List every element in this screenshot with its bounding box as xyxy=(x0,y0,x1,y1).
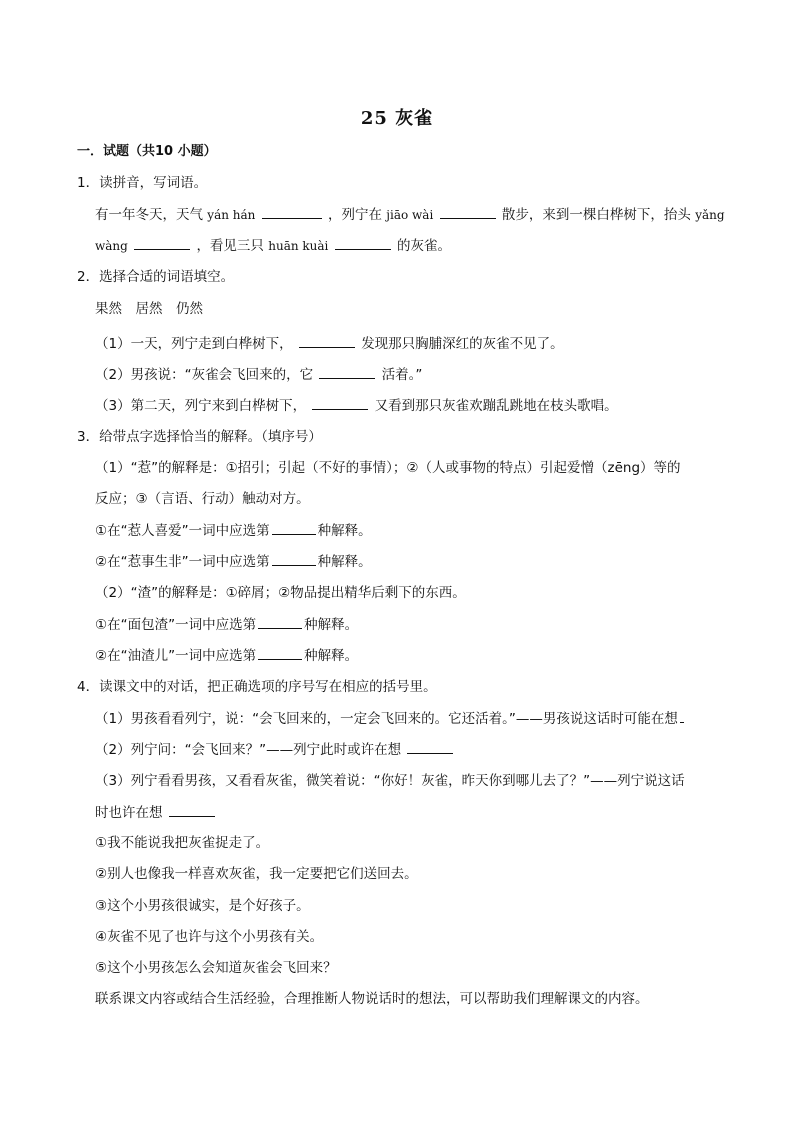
q4-text: 时也许在想 xyxy=(95,805,163,821)
q1-text: ，列宁在 xyxy=(327,207,382,223)
q1-pinyin: jiāo wài xyxy=(386,208,434,222)
q4-note: 联系课文内容或结合生活经验，合理推断人物说话时的想法，可以帮助我们理解课文的内容。 xyxy=(95,991,649,1007)
q4-sentence-3-line-1: （3）列宁看看男孩，又看看灰雀，微笑着说：“你好！灰雀，昨天你到哪儿去了？”——列宁说这话 xyxy=(95,773,685,789)
q3-part1-item-1 xyxy=(95,520,372,540)
q2-sentence-2 xyxy=(95,364,422,384)
q3-answer-blank-4[interactable] xyxy=(258,645,302,660)
q4-sentence-2 xyxy=(95,739,455,759)
q4-option-5: ⑤这个小男孩怎么会知道灰雀会飞回来？ xyxy=(95,960,337,976)
q3-answer-blank-1[interactable] xyxy=(272,520,316,535)
q2-text: （3）第二天，列宁来到白桦树下， xyxy=(95,398,307,414)
q1-pinyin: wàng xyxy=(95,239,128,253)
q3-part2-def: （2）“渣”的解释是：①碎屑；②物品提出精华后剩下的东西。 xyxy=(95,585,466,601)
q3-part2-item-1 xyxy=(95,614,358,634)
q3-answer-blank-2[interactable] xyxy=(272,551,316,566)
q2-answer-blank-1[interactable] xyxy=(299,333,355,348)
q2-text: 发现那只胸脯深红的灰雀不见了。 xyxy=(361,336,564,352)
q2-sentence-3 xyxy=(95,395,618,415)
q3-text: ①在“惹人喜爱”一词中应选第 xyxy=(95,523,270,539)
q2-text: （2）男孩说：“灰雀会飞回来的，它 xyxy=(95,367,314,383)
q2-answer-blank-2[interactable] xyxy=(319,364,375,379)
q2-sentence-1 xyxy=(95,333,564,353)
q1-pinyin: yán hán xyxy=(207,208,256,222)
q1-line-1 xyxy=(95,204,725,224)
q3-part1-def-line-2: 反应；③（言语、行动）触动对方。 xyxy=(95,491,310,507)
q3-answer-blank-3[interactable] xyxy=(258,614,302,629)
q1-pinyin: yǎng xyxy=(695,208,725,222)
q4-option-2: ②别人也像我一样喜欢灰雀，我一定要把它们送回去。 xyxy=(95,866,418,882)
section-heading: 一．试题（共10 小题） xyxy=(77,144,217,159)
q1-text: 有一年冬天，天气 xyxy=(95,207,203,223)
q2-text: 活着。” xyxy=(381,367,423,383)
q2-text: （1）一天，列宁走到白桦树下， xyxy=(95,336,293,352)
q4-option-3: ③这个小男孩很诚实，是个好孩子。 xyxy=(95,898,310,914)
q3-text: 种解释。 xyxy=(317,554,372,570)
q4-answer-blank-2[interactable] xyxy=(407,739,453,754)
q1-answer-blank-1[interactable] xyxy=(262,204,322,219)
q4-stem: 4．读课文中的对话，把正确选项的序号写在相应的括号里。 xyxy=(77,679,437,695)
q4-answer-blank-3[interactable] xyxy=(169,802,215,817)
q3-text: ①在“面包渣”一词中应选第 xyxy=(95,617,257,633)
q2-word-options: 果然 居然 仍然 xyxy=(95,301,203,317)
q2-text: 又看到那只灰雀欢蹦乱跳地在枝头歌唱。 xyxy=(374,398,618,414)
q3-part2-item-2 xyxy=(95,645,358,665)
q1-text: ，看见三只 xyxy=(196,238,264,254)
q3-text: 种解释。 xyxy=(317,523,372,539)
q1-line-2 xyxy=(95,235,451,255)
q3-stem: 3．给带点字选择恰当的解释。（填序号） xyxy=(77,429,322,445)
q2-answer-blank-3[interactable] xyxy=(312,395,368,410)
q4-text: （2）列宁问：“会飞回来？”——列宁此时或许在想 xyxy=(95,742,402,758)
q4-sentence-3-line-2 xyxy=(95,802,217,822)
q1-stem: 1．读拼音，写词语。 xyxy=(77,175,208,191)
q2-stem: 2．选择合适的词语填空。 xyxy=(77,269,235,285)
q1-answer-blank-2[interactable] xyxy=(440,204,496,219)
q1-text: 散步，来到一棵白桦树下，抬头 xyxy=(501,207,691,223)
q3-part1-def-line-1: （1）“惹”的解释是：①招引；引起（不好的事情）；②（人或事物的特点）引起爱憎（zēng）等的 xyxy=(95,460,681,476)
q1-answer-blank-4[interactable] xyxy=(335,235,391,250)
q4-option-4: ④灰雀不见了也许与这个小男孩有关。 xyxy=(95,929,324,945)
q4-text: （1）男孩看看列宁，说：“会飞回来的，一定会飞回来的。它还活着。”——男孩说这话时可能在想 xyxy=(95,711,678,727)
q3-text: ②在“惹事生非”一词中应选第 xyxy=(95,554,270,570)
page-title: 25 灰雀 xyxy=(360,108,434,129)
q1-pinyin: huān kuài xyxy=(268,239,329,253)
q1-answer-blank-3[interactable] xyxy=(134,235,190,250)
q4-sentence-1 xyxy=(95,708,686,728)
q3-text: ②在“油渣儿”一词中应选第 xyxy=(95,648,257,664)
q3-text: 种解释。 xyxy=(304,617,359,633)
q1-text: 的灰雀。 xyxy=(396,238,451,254)
q3-part1-item-2 xyxy=(95,551,372,571)
q3-text: 种解释。 xyxy=(304,648,359,664)
q4-answer-blank-1[interactable] xyxy=(680,708,684,723)
q4-option-1: ①我不能说我把灰雀捉走了。 xyxy=(95,835,270,851)
